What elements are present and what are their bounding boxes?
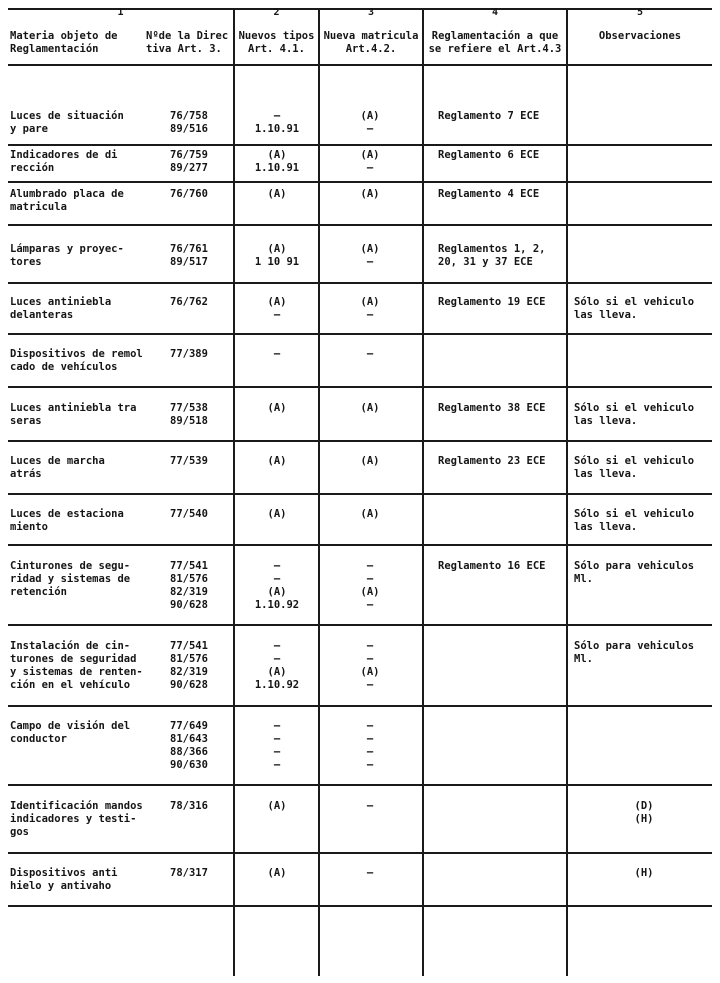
header-nuevos-tipos: Nuevos tipos Art. 4.1. (238, 30, 315, 55)
row-nuevos-tipos: (A) – (267, 296, 287, 321)
row-directiva: 76/758 89/516 (170, 110, 208, 135)
row-nuevos-tipos: (A) 1.10.91 (254, 149, 300, 174)
row-directiva: 76/759 89/277 (170, 149, 208, 174)
row-nueva-matricula: (A) – (360, 110, 380, 135)
row-nueva-matricula: (A) (360, 455, 380, 467)
row-materia: Luces antiniebla tra seras (10, 402, 137, 427)
row-directiva: 77/541 81/576 82/319 90/628 (170, 560, 208, 611)
row-rule (8, 544, 712, 546)
row-nuevos-tipos: – – (A) 1.10.92 (254, 640, 300, 691)
row-rule (8, 333, 712, 335)
row-nuevos-tipos: (A) (267, 188, 287, 200)
row-observaciones: (D) (H) (634, 800, 654, 825)
row-directiva: 77/541 81/576 82/319 90/628 (170, 640, 208, 691)
row-directiva: 77/539 (170, 455, 208, 467)
row-rule (8, 493, 712, 495)
row-reglamentacion: Reglamento 38 ECE (438, 402, 546, 414)
row-directiva: 76/762 (170, 296, 208, 308)
row-nuevos-tipos: (A) (267, 800, 287, 812)
row-rule (8, 181, 712, 183)
row-materia: Lámparas y proyec- tores (10, 243, 124, 268)
row-reglamentacion: Reglamento 7 ECE (438, 110, 540, 122)
row-materia: Instalación de cin- turones de seguridad y sistemas de renten- ción en el vehículo (10, 640, 143, 691)
row-nueva-matricula: (A) – (360, 296, 380, 321)
row-observaciones: Sólo para vehiculos Ml. (574, 640, 695, 665)
row-directiva: 76/760 (170, 188, 208, 200)
row-reglamentacion: Reglamento 19 ECE (438, 296, 546, 308)
row-observaciones: Sólo si el vehiculo las lleva. (574, 402, 695, 427)
row-rule (8, 282, 712, 284)
row-reglamentacion: Reglamento 4 ECE (438, 188, 540, 200)
row-nueva-matricula: – – (A) – (360, 640, 380, 691)
row-nueva-matricula: – (366, 867, 374, 879)
row-nuevos-tipos: – – (A) 1.10.92 (254, 560, 300, 611)
row-directiva: 77/538 89/518 (170, 402, 208, 427)
row-directiva: 77/649 81/643 88/366 90/630 (170, 720, 208, 771)
row-reglamentacion: Reglamento 23 ECE (438, 455, 546, 467)
row-materia: Dispositivos anti hielo y antivaho (10, 867, 118, 892)
row-nuevos-tipos: – 1.10.91 (254, 110, 300, 135)
row-rule (8, 440, 712, 442)
row-materia: Luces de marcha atrás (10, 455, 105, 480)
row-directiva: 76/761 89/517 (170, 243, 208, 268)
row-nuevos-tipos: (A) (267, 508, 287, 520)
column-number: 3 (367, 7, 375, 18)
row-rule (8, 386, 712, 388)
row-reglamentacion: Reglamento 6 ECE (438, 149, 540, 161)
column-number: 2 (273, 7, 280, 18)
column-rule (422, 8, 424, 976)
row-nueva-matricula: (A) (360, 188, 380, 200)
row-reglamentacion: Reglamento 16 ECE (438, 560, 546, 572)
row-observaciones: Sólo si el vehiculo las lleva. (574, 296, 695, 321)
row-rule (8, 852, 712, 854)
row-nueva-matricula: (A) (360, 402, 380, 414)
row-nueva-matricula: (A) (360, 508, 380, 520)
row-materia: Luces de situación y pare (10, 110, 124, 135)
row-materia: Campo de visión del conductor (10, 720, 131, 745)
row-nueva-matricula: – (366, 800, 374, 812)
row-materia: Alumbrado placa de matricula (10, 188, 124, 213)
row-rule (8, 905, 712, 907)
row-materia: Luces antiniebla delanteras (10, 296, 112, 321)
row-materia: Cinturones de segu- ridad y sistemas de retención (10, 560, 131, 598)
column-number: 5 (636, 7, 644, 18)
row-directiva: 77/389 (170, 348, 208, 360)
row-rule (8, 784, 712, 786)
row-nuevos-tipos: (A) (267, 455, 287, 467)
row-nuevos-tipos: (A) 1 10 91 (254, 243, 300, 268)
header-nueva-matricula: Nueva matricula Art.4.2. (323, 30, 419, 55)
row-rule (8, 705, 712, 707)
row-directiva: 78/317 (170, 867, 208, 879)
header-reglamentacion: Reglamentación a que se refiere el Art.4.3 (428, 30, 562, 55)
column-number: 1 (117, 7, 124, 18)
row-nuevos-tipos: – – – – (273, 720, 281, 771)
column-rule (566, 8, 568, 976)
row-nuevos-tipos: (A) (267, 867, 287, 879)
row-nueva-matricula: (A) – (360, 243, 380, 268)
row-materia: Indicadores de di rección (10, 149, 118, 174)
row-nuevos-tipos: (A) (267, 402, 287, 414)
row-rule (8, 144, 712, 146)
row-materia: Dispositivos de remol cado de vehículos (10, 348, 143, 373)
row-directiva: 78/316 (170, 800, 208, 812)
row-materia: Identificación mandos indicadores y testi- gos (10, 800, 143, 838)
row-nueva-matricula: – – (A) – (360, 560, 380, 611)
header-observaciones: Observaciones (598, 30, 682, 42)
row-directiva: 77/540 (170, 508, 208, 520)
row-nuevos-tipos: – (273, 348, 281, 360)
row-observaciones: Sólo para vehiculos Ml. (574, 560, 695, 585)
row-observaciones: Sólo si el vehiculo las lleva. (574, 508, 695, 533)
row-nueva-matricula: – (366, 348, 374, 360)
header-materia: Materia objeto de Reglamentación (10, 30, 118, 55)
header-bottom-rule (8, 64, 712, 66)
row-observaciones: Sólo si el vehiculo las lleva. (574, 455, 695, 480)
header-directiva: Nºde la Direc tiva Art. 3. (146, 30, 229, 55)
row-reglamentacion: Reglamentos 1, 2, 20, 31 y 37 ECE (438, 243, 546, 268)
row-observaciones: (H) (634, 867, 654, 879)
row-materia: Luces de estaciona miento (10, 508, 124, 533)
row-nueva-matricula: (A) – (360, 149, 380, 174)
column-number: 4 (491, 7, 499, 18)
row-rule (8, 624, 712, 626)
row-nueva-matricula: – – – – (366, 720, 374, 771)
row-rule (8, 224, 712, 226)
